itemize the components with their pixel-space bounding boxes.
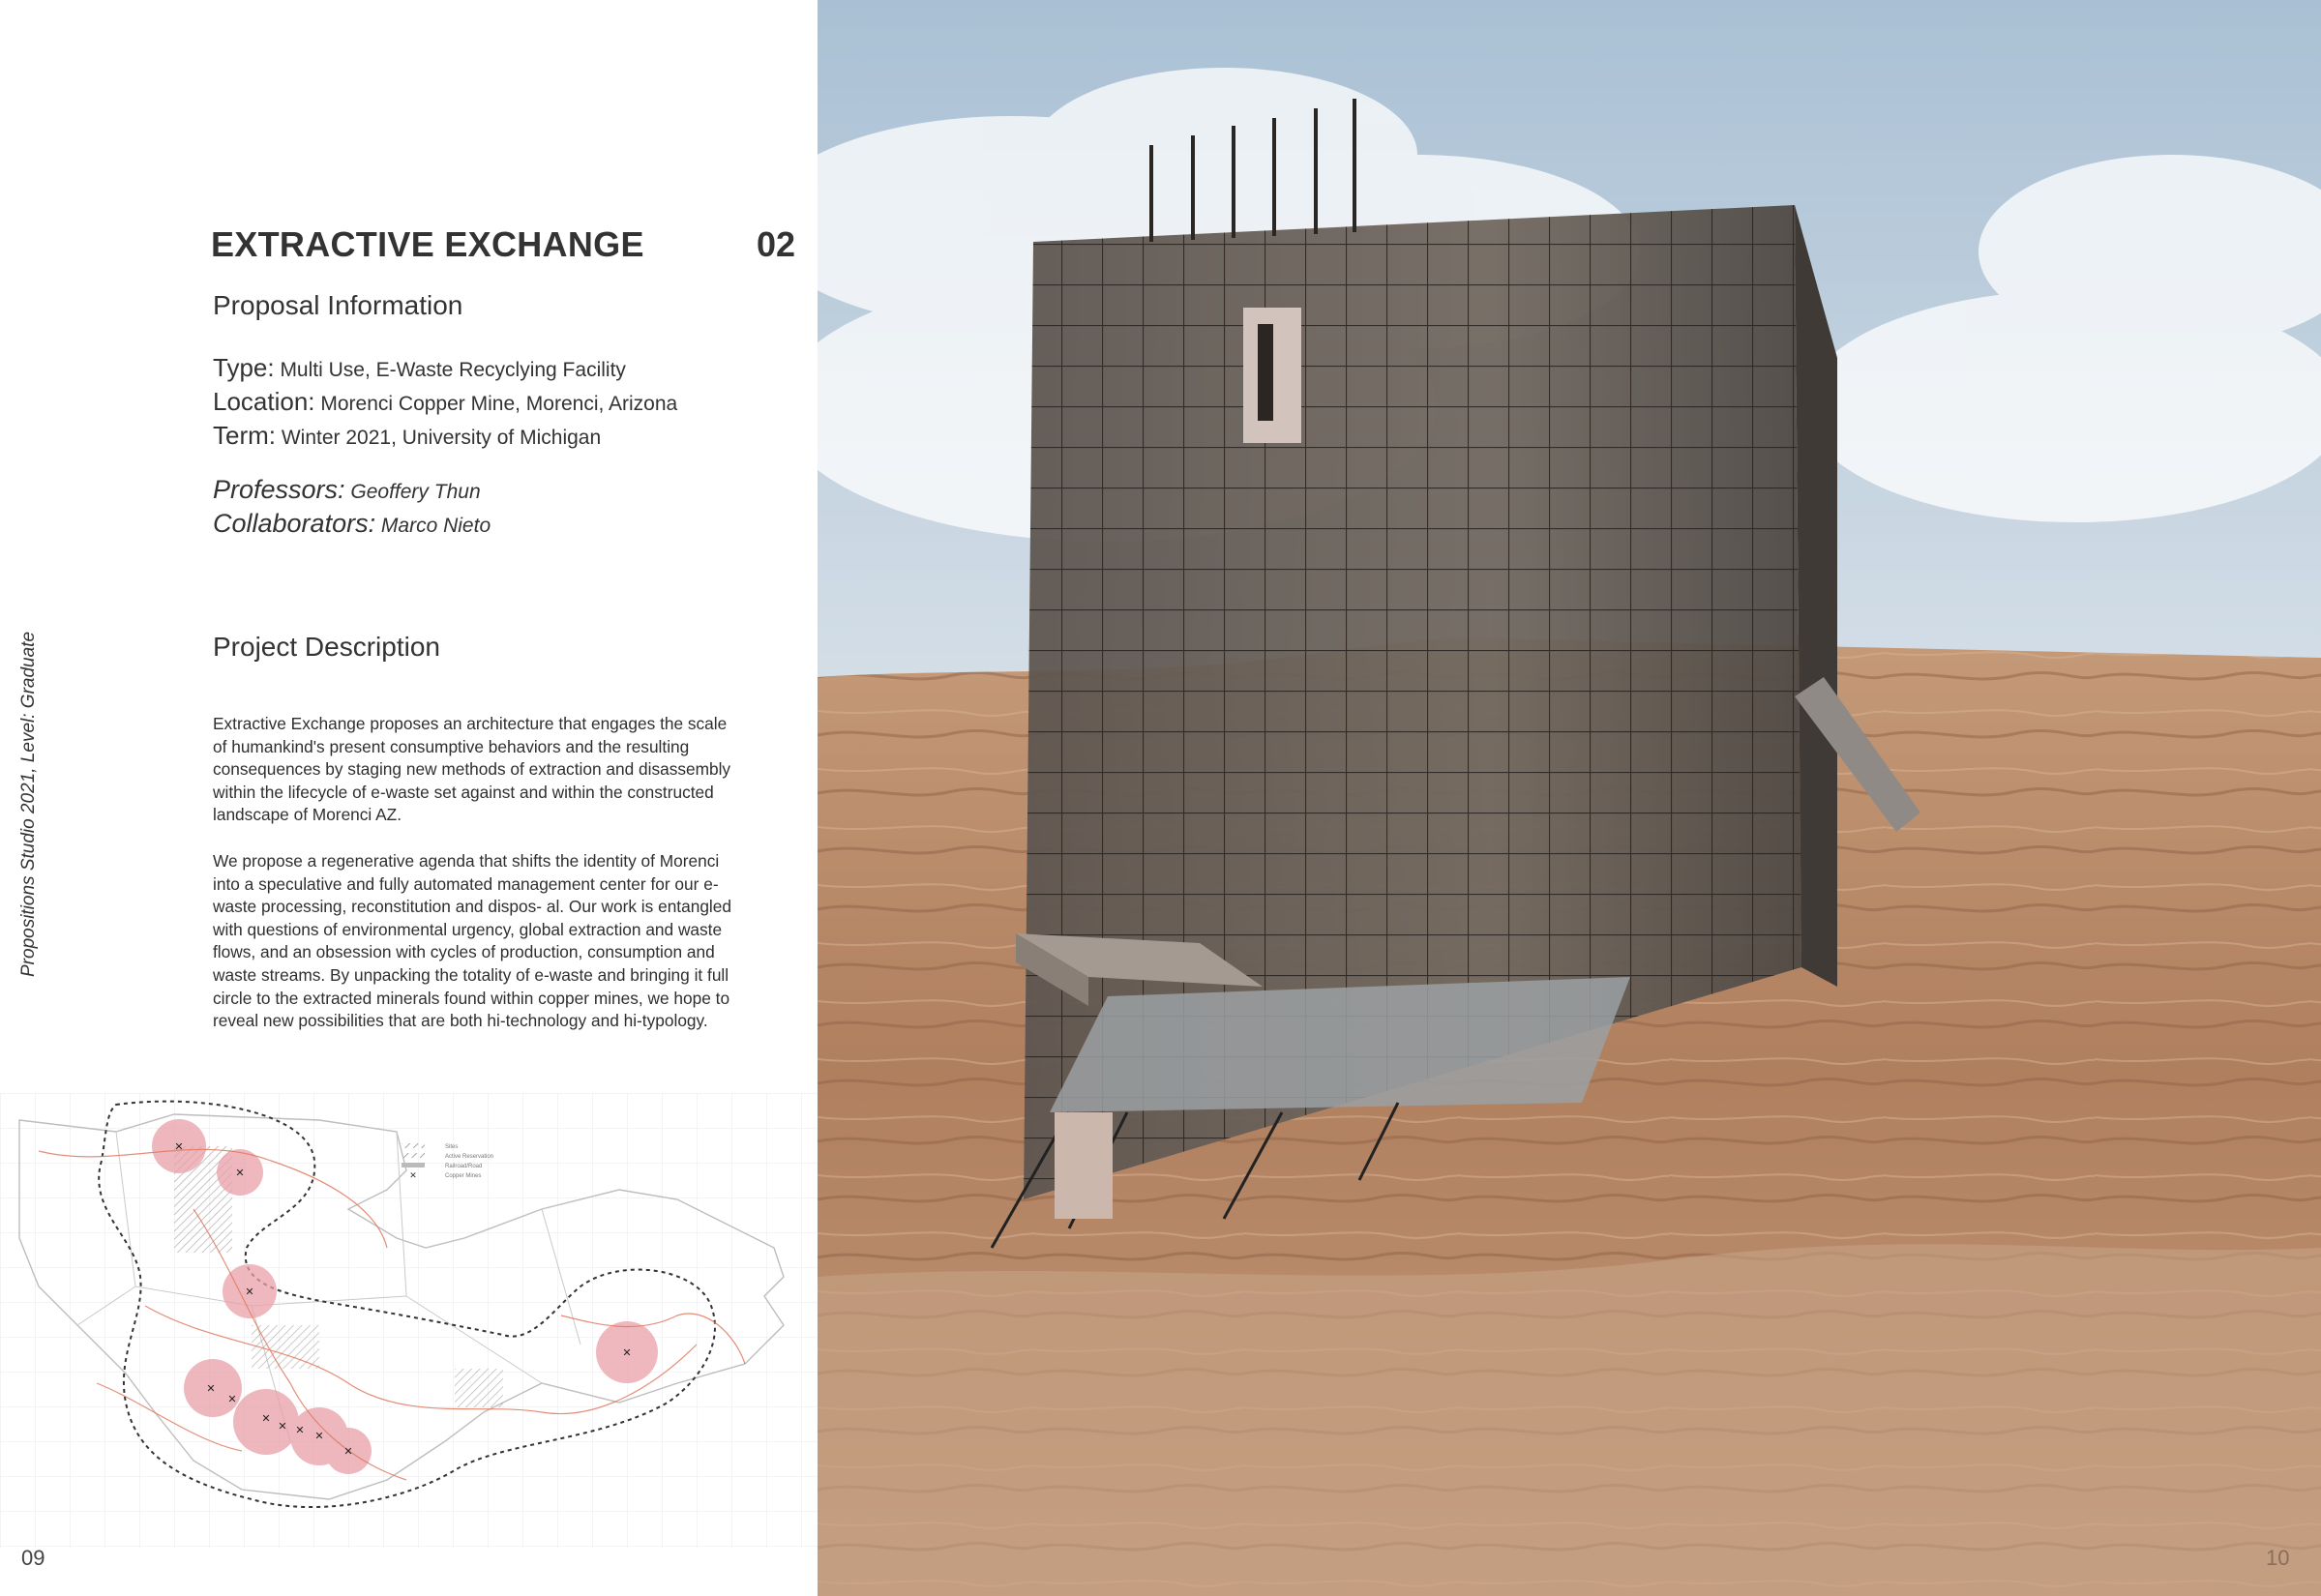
svg-text:✕: ✕ [409,1170,417,1180]
proposal-info [213,352,677,454]
project-description [213,713,740,1056]
svg-text:✕: ✕ [278,1420,287,1433]
collaborators-row [213,508,491,542]
term-label: Term: [213,421,276,450]
svg-text:✕: ✕ [227,1393,237,1405]
proposal-heading: Proposal Information [213,290,463,320]
professors-value: Geoffery Thun [350,481,481,503]
professors-row [213,474,491,508]
svg-text:✕: ✕ [622,1346,632,1359]
term-row [213,420,677,454]
svg-text:✕: ✕ [343,1445,353,1458]
svg-text:Railroad/Road: Railroad/Road [445,1164,483,1169]
location-value: Morenci Copper Mine, Morenci, Arizona [320,393,678,415]
description-heading: Project Description [213,632,440,662]
term-value: Winter 2021, University of Michigan [281,427,602,449]
page-number-left: 09 [21,1546,45,1570]
svg-text:✕: ✕ [314,1430,324,1442]
project-title: EXTRACTIVE EXCHANGE [211,224,644,264]
svg-text:✕: ✕ [261,1412,271,1425]
svg-text:✕: ✕ [295,1424,305,1436]
collaborators-value: Marco Nieto [380,515,491,537]
type-value: Multi Use, E-Waste Recyclying Facility [280,359,626,381]
type-label: Type: [213,353,275,382]
professors-label: Professors: [213,475,345,504]
svg-text:Sites: Sites [445,1144,459,1150]
description-paragraph: Extractive Exchange proposes an architecture that engages the scale of humankind's present consumptive behaviors and the resulting consequences by staging new methods of extraction and disassembly within the lifecycle of e-waste set against and within the constructed landscape of Morenci AZ. [213,714,731,825]
credits [213,474,491,542]
location-label: Location: [213,387,315,416]
site-map [0,1093,818,1548]
page-number-right: 10 [2266,1546,2290,1570]
type-row [213,352,677,386]
building-render [818,0,2321,1596]
svg-text:Copper Mines: Copper Mines [445,1173,482,1179]
studio-level-label: Propositions Studio 2021, Level: Graduate [18,631,39,977]
svg-text:✕: ✕ [245,1286,254,1298]
svg-text:✕: ✕ [206,1382,216,1395]
svg-text:✕: ✕ [174,1140,184,1153]
location-row [213,386,677,420]
description-paragraph: We propose a regenerative agenda that shifts the identity of Morenci into a speculative and fully automated management center for our e-waste processing, reconstitution and dispos- al. Our work is entangled with questions of environmental urgency, global extraction and waste flows, and an obsession with cycles of production, consumption and waste streams. By unpacking the totality of e-waste and bringing it full circle to the extracted minerals found within copper mines, we hope to reveal new possibilities that are both hi-technology and hi-typology. [213,850,731,1031]
svg-text:✕: ✕ [235,1167,245,1179]
project-number: 02 [757,224,796,264]
left-page [0,0,818,1596]
svg-text:Active Reservation: Active Reservation [445,1154,494,1160]
collaborators-label: Collaborators: [213,509,376,538]
